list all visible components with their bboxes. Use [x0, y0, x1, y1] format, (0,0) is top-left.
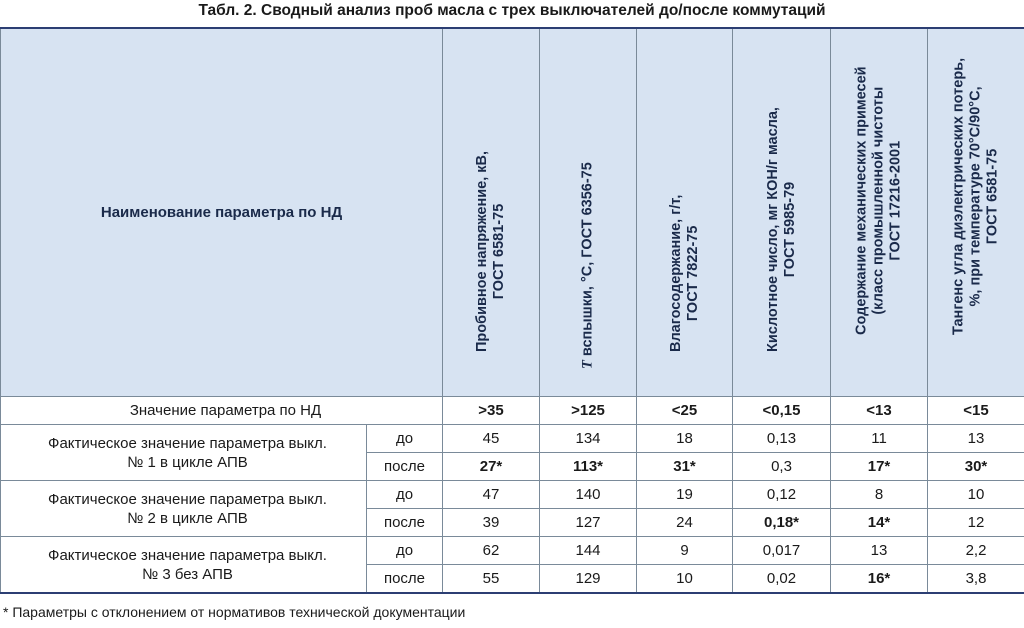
header-col-moisture-l2: ГОСТ 7822-75 [684, 225, 701, 322]
header-col-tangent-l1: Тангенс угла диэлектрических потерь, [950, 57, 967, 335]
oil-analysis-table [0, 27, 1024, 594]
header-col-flash-l1: вспышки, °С, ГОСТ 6356-75 [579, 162, 596, 361]
table-row [1, 481, 1024, 509]
stage-label: до [367, 537, 443, 565]
value-cell: 3,8 [928, 565, 1024, 594]
header-col-impurities-l3: ГОСТ 17216-2001 [887, 140, 904, 261]
value-cell: 10 [637, 565, 733, 594]
stage-label: до [367, 481, 443, 509]
group-label-line2: № 1 в цикле АПВ [127, 453, 248, 471]
header-col-impurities [831, 28, 928, 397]
value-cell: 62 [443, 537, 540, 565]
header-col-breakdown [443, 28, 540, 397]
footnote: * Параметры с отклонением от нормативов технической документации [3, 604, 466, 620]
nd-value: >35 [443, 397, 540, 425]
stage-label: после [367, 509, 443, 537]
group-label-line1: Фактическое значение параметра выкл. [48, 490, 327, 508]
value-cell: 13 [928, 425, 1024, 453]
nd-row [1, 397, 1024, 425]
header-col-acid-l1: Кислотное число, мг КОН/г масла, [764, 107, 781, 352]
value-cell: 0,12 [733, 481, 831, 509]
value-cell: 0,017 [733, 537, 831, 565]
value-cell: 19 [637, 481, 733, 509]
nd-value: <13 [831, 397, 928, 425]
header-col-flash-symbol: T [579, 360, 596, 369]
value-cell: 55 [443, 565, 540, 594]
value-cell: 13 [831, 537, 928, 565]
value-cell: 144 [540, 537, 637, 565]
header-name-cell [1, 28, 443, 397]
value-cell: 134 [540, 425, 637, 453]
value-cell: 8 [831, 481, 928, 509]
value-cell-deviation: 16* [831, 565, 928, 594]
value-cell-deviation: 0,18* [733, 509, 831, 537]
header-row [1, 28, 1024, 397]
header-col-moisture [637, 28, 733, 397]
header-col-acid-l2: ГОСТ 5985-79 [781, 181, 798, 278]
header-col-impurities-l2: (класс промышленной чистоты [870, 86, 887, 315]
value-cell: 45 [443, 425, 540, 453]
group-label [1, 425, 367, 481]
value-cell: 18 [637, 425, 733, 453]
value-cell-deviation: 31* [637, 453, 733, 481]
value-cell: 0,02 [733, 565, 831, 594]
value-cell: 140 [540, 481, 637, 509]
value-cell: 12 [928, 509, 1024, 537]
table-row [1, 537, 1024, 565]
table-title: Табл. 2. Сводный анализ проб масла с трех выключателей до/после коммутаций [198, 2, 826, 19]
header-col-tangent [928, 28, 1024, 397]
group-label-line2: № 3 без АПВ [142, 565, 233, 583]
header-col-breakdown-l2: ГОСТ 6581-75 [491, 203, 508, 300]
value-cell: 0,13 [733, 425, 831, 453]
nd-row-label: Значение параметра по НД [1, 397, 443, 425]
group-label-line2: № 2 в цикле АПВ [127, 509, 248, 527]
value-cell: 24 [637, 509, 733, 537]
group-label [1, 481, 367, 537]
header-col-moisture-l1: Влагосодержание, г/т, [667, 194, 684, 352]
table-row [1, 425, 1024, 453]
stage-label: после [367, 565, 443, 594]
header-col-acid [733, 28, 831, 397]
header-col-tangent-l3: ГОСТ 6581-75 [984, 148, 1001, 245]
group-label [1, 537, 367, 594]
value-cell-deviation: 113* [540, 453, 637, 481]
group-label-line1: Фактическое значение параметра выкл. [48, 546, 327, 564]
value-cell: 10 [928, 481, 1024, 509]
nd-value: >125 [540, 397, 637, 425]
header-col-flash [540, 28, 637, 397]
value-cell: 9 [637, 537, 733, 565]
value-cell-deviation: 30* [928, 453, 1024, 481]
header-name-label: Наименование параметра по НД [100, 204, 343, 221]
value-cell: 2,2 [928, 537, 1024, 565]
header-col-breakdown-l1: Пробивное напряжение, кВ, [474, 150, 491, 352]
stage-label: до [367, 425, 443, 453]
header-col-tangent-l2: %, при температуре 70°С/90°С, [967, 86, 984, 307]
header-col-impurities-l1: Содержание механических примесей [853, 66, 870, 335]
value-cell: 0,3 [733, 453, 831, 481]
value-cell: 129 [540, 565, 637, 594]
group-label-line1: Фактическое значение параметра выкл. [48, 434, 327, 452]
value-cell: 127 [540, 509, 637, 537]
value-cell-deviation: 17* [831, 453, 928, 481]
stage-label: после [367, 453, 443, 481]
value-cell: 11 [831, 425, 928, 453]
value-cell: 47 [443, 481, 540, 509]
value-cell-deviation: 27* [443, 453, 540, 481]
nd-value: <0,15 [733, 397, 831, 425]
value-cell: 39 [443, 509, 540, 537]
nd-value: <15 [928, 397, 1024, 425]
value-cell-deviation: 14* [831, 509, 928, 537]
nd-value: <25 [637, 397, 733, 425]
